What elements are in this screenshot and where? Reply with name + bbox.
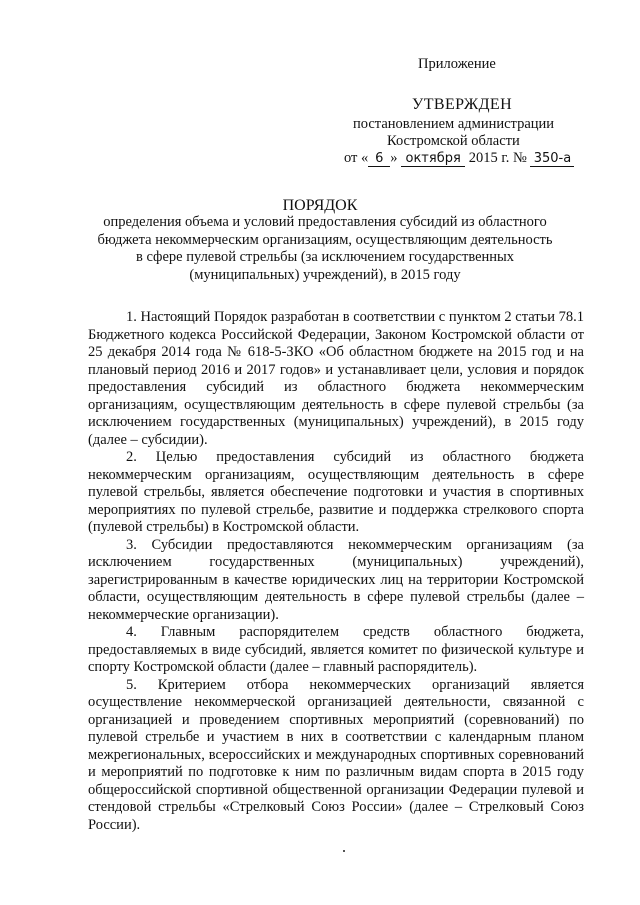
date-day: 6	[368, 151, 390, 167]
subtitle-line: бюджета некоммерческим организациям, осуществляющим деятельность	[97, 231, 553, 248]
resolution-number: 350-а	[530, 151, 574, 167]
document-title: ПОРЯДОК	[282, 197, 358, 214]
approval-region: Костромской области	[387, 133, 520, 149]
paragraph-3: 3. Субсидии предоставляются некоммерческим организациям (за исключением государственных (муниципальных) учреждений), зарегистрированным в качестве юридических лиц на территории Костромской области, осуществляющим деятельность в сфере пулевой стрельбы (далее – некоммерческие организации).	[88, 536, 584, 623]
paragraph-1: 1. Настоящий Порядок разработан в соответствии с пунктом 2 статьи 78.1 Бюджетного кодекса Российской Федерации, Законом Костромской области от 25 декабря 2014 года № 618-5-ЗКО «Об областном бюджете на 2015 год и на плановый период 2016 и 2017 годов» и устанавливает цели, условия и порядок предоставления субсидий из областного бюджета некоммерческим организациям, осуществляющим деятельность в сфере пулевой стрельбы (за исключением государственных (муниципальных) учреждений), в 2015 году (далее – субсидии).	[88, 309, 584, 448]
date-month: октября	[401, 151, 465, 167]
scan-speck	[343, 850, 345, 852]
approval-resolution: постановлением администрации	[353, 116, 555, 132]
document-subtitle	[90, 214, 560, 284]
date-prefix: от «	[344, 150, 369, 166]
approval-date-line	[344, 150, 574, 167]
date-mid: »	[390, 150, 398, 166]
document-body	[88, 309, 584, 834]
subtitle-line: (муниципальных) учреждений), в 2015 году	[189, 266, 461, 283]
paragraph-4: 4. Главным распорядителем средств областного бюджета, предоставляемых в виде субсидий, является комитет по физической культуре и спорту Костромской области (далее – главный распорядитель).	[88, 624, 584, 675]
date-year: 2015 г. №	[468, 150, 527, 166]
subtitle-line: в сфере пулевой стрельбы (за исключением государственных	[135, 249, 515, 265]
appendix-label: Приложение	[418, 56, 496, 72]
subtitle-line: определения объема и условий предоставления субсидий из областного	[103, 214, 547, 230]
approved-label: УТВЕРЖДЕН	[412, 96, 513, 113]
paragraph-2: 2. Целью предоставления субсидий из областного бюджета некоммерческим организациям, осуществляющим деятельность в сфере пулевой стрельбы, является обеспечение подготовки и участия в спортивных мероприятиях по пулевой стрельбе, развитие и поддержка стрелкового спорта (пулевой стрельбы) в Костромской области.	[88, 449, 584, 535]
paragraph-5: 5. Критерием отбора некоммерческих организаций является осуществление некоммерческой организацией деятельности, связанной с организацией и проведением спортивных мероприятий (соревнований) по пулевой стрельбе и участием в них в соответствии с календарным планом межрегиональных, всероссийских и международных спортивных соревнований и мероприятий по подготовке к ним по различным видам спорта в 2015 году общероссийской спортивной общественной организации Федерации пулевой и стендовой стрельбы «Стрелковый Союз России» (далее – Стрелковый Союз России).	[88, 676, 584, 833]
